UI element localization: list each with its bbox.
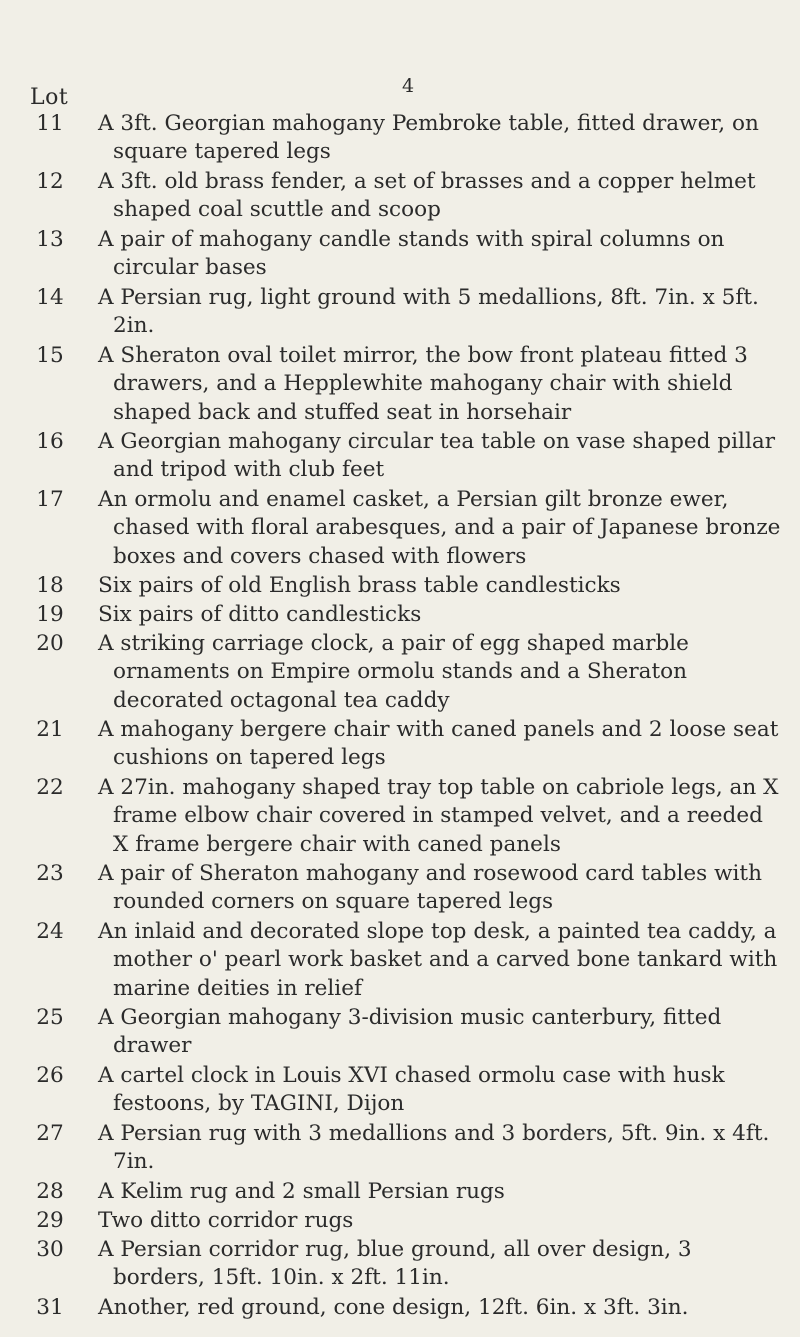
lot-description: A Persian corridor rug, blue ground, all over design, 3 borders, 15ft. 10in. x 2ft. 11in. [98, 1237, 692, 1291]
lot-description: A 3ft. Georgian mahogany Pembroke table, fitted drawer, on square tapered legs [98, 111, 759, 165]
lot-number: 30 [36, 1237, 64, 1262]
lot-column-heading: Lot [30, 85, 69, 110]
lot-description: Another, red ground, cone design, 12ft. 6in. x 3ft. 3in. [98, 1295, 689, 1320]
lot-number: 25 [36, 1005, 64, 1030]
lot-number: 29 [36, 1208, 64, 1233]
lot-description: A striking carriage clock, a pair of egg shaped marble ornaments on Empire ormolu stands and a Sheraton decorated octagonal tea caddy [98, 631, 689, 713]
lot-description: A cartel clock in Louis XVI chased ormolu case with husk festoons, by TAGINI, Dijon [98, 1063, 725, 1117]
lot-number: 26 [36, 1063, 64, 1088]
lot-number: 21 [36, 717, 64, 742]
lot-description: Six pairs of old English brass table candlesticks [98, 573, 621, 598]
lot-number: 12 [36, 169, 64, 194]
lot-description: Six pairs of ditto candlesticks [98, 602, 422, 627]
lot-description: A Persian rug with 3 medallions and 3 borders, 5ft. 9in. x 4ft. 7in. [98, 1121, 770, 1175]
lot-number: 17 [36, 487, 64, 512]
lot-number: 28 [36, 1179, 64, 1204]
lot-number: 11 [36, 111, 64, 136]
lot-number: 16 [36, 429, 64, 454]
lot-number: 20 [36, 631, 64, 656]
lot-description: Two ditto corridor rugs [98, 1208, 354, 1233]
lot-number: 13 [36, 227, 64, 252]
lot-description: A pair of mahogany candle stands with spiral columns on circular bases [98, 227, 725, 281]
lot-description: A 27in. mahogany shaped tray top table on cabriole legs, an X frame elbow chair covered in stamped velvet, and a reeded X frame bergere chair with caned panels [98, 775, 779, 857]
lot-number: 15 [36, 343, 64, 368]
lot-description: A Kelim rug and 2 small Persian rugs [98, 1179, 505, 1204]
lot-description: An inlaid and decorated slope top desk, a painted tea caddy, a mother o' pearl work basket and a carved bone tankard with marine deities in relief [98, 919, 778, 1001]
lot-description: A mahogany bergere chair with caned panels and 2 loose seat cushions on tapered legs [98, 717, 779, 771]
lot-description: A Persian rug, light ground with 5 medallions, 8ft. 7in. x 5ft. 2in. [98, 285, 759, 339]
lot-description: An ormolu and enamel casket, a Persian gilt bronze ewer, chased with floral arabesques, and a pair of Japanese bronze boxes and covers chased with flowers [98, 487, 781, 569]
lot-description: A Sheraton oval toilet mirror, the bow front plateau fitted 3 drawers, and a Hepplewhite mahogany chair with shield shaped back and stuffed seat in horsehair [98, 343, 748, 425]
page-number: 4 [402, 75, 415, 97]
lot-number: 18 [36, 573, 64, 598]
lot-number: 23 [36, 861, 64, 886]
lot-description: A Georgian mahogany 3-division music canterbury, fitted drawer [98, 1005, 722, 1059]
lot-number: 31 [36, 1295, 64, 1320]
lot-description: A Georgian mahogany circular tea table on vase shaped pillar and tripod with club feet [98, 429, 775, 483]
lot-description: A pair of Sheraton mahogany and rosewood card tables with rounded corners on square tapered legs [98, 861, 762, 915]
lot-number: 24 [36, 919, 64, 944]
lot-description: A 3ft. old brass fender, a set of brasses and a copper helmet shaped coal scuttle and scoop [98, 169, 756, 223]
lot-number: 27 [36, 1121, 64, 1146]
lot-number: 22 [36, 775, 64, 800]
lot-number: 19 [36, 602, 64, 627]
lot-number: 14 [36, 285, 64, 310]
